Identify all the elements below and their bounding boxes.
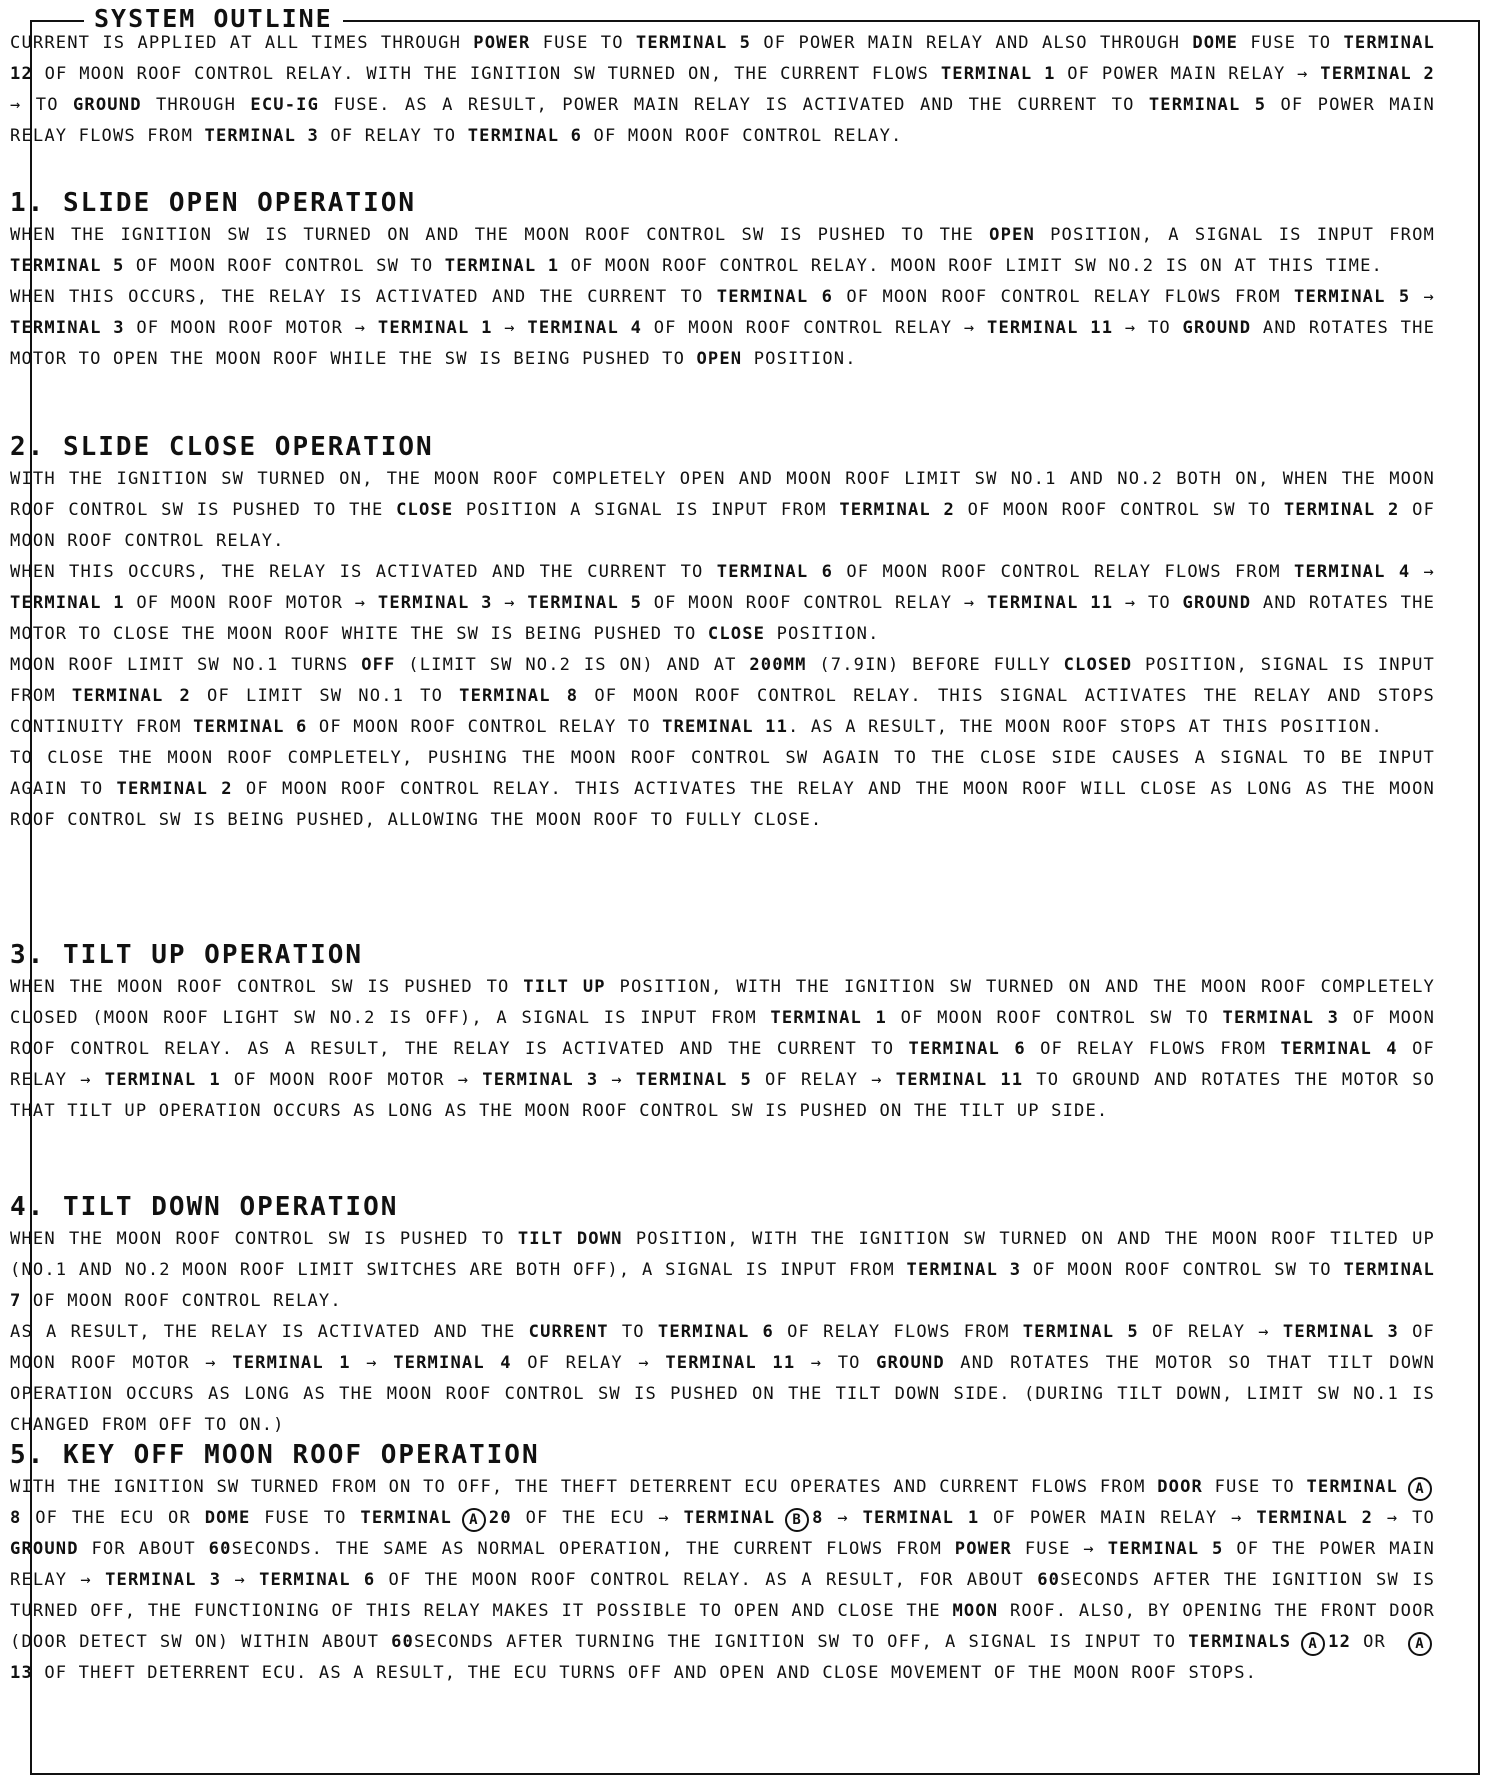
section-paragraph — [10, 464, 1435, 557]
text-run: POSITION, SIGNAL IS INPUT FROM — [10, 655, 1435, 706]
bold-term: TERMINAL 1 — [862, 1508, 980, 1528]
text-run: WITH THE IGNITION SW TURNED ON, THE MOON ROOF COMPLETELY OPEN AND MOON ROOF LIMIT SW NO.1 AND NO.2 BOTH ON, WHEN THE MOON ROOF CONTROL SW IS PUSHED TO THE — [10, 469, 1435, 520]
section-paragraph — [10, 282, 1435, 375]
bold-term: TERMINAL 5 — [1148, 95, 1267, 115]
section-paragraph — [10, 1317, 1435, 1441]
bold-term: TERMINAL 4 — [1294, 562, 1411, 582]
bold-term: DOME — [1192, 33, 1239, 53]
bold-term: TERMINAL 3 — [377, 593, 493, 613]
text-run: WHEN THE IGNITION SW IS TURNED ON AND THE MOON ROOF CONTROL SW IS PUSHED TO THE — [10, 225, 990, 245]
text-run: FOR ABOUT — [78, 1539, 209, 1559]
bold-term: GROUND — [72, 95, 142, 115]
text-run: AND ROTATES THE MOTOR TO OPEN THE MOON ROOF WHILE THE SW IS BEING PUSHED TO — [10, 318, 1436, 369]
bold-term: TERMINAL 12 — [10, 33, 1435, 84]
text-run: OF MOON ROOF CONTROL RELAY. AS A RESULT, THE RELAY IS ACTIVATED AND THE CURRENT TO — [10, 1008, 1436, 1059]
bold-term: OPEN — [696, 349, 743, 369]
text-run: POSITION, A SIGNAL IS INPUT FROM — [1034, 225, 1435, 245]
bold-term: TERMINAL 4 — [527, 318, 643, 338]
text-run: OF MOON ROOF CONTROL RELAY. THIS ACTIVATES THE RELAY AND THE MOON ROOF WILL CLOSE AS LONG AS THE MOON ROOF CONTROL SW IS BEING PUSHED, ALLOWING THE MOON ROOF TO FULLY CLOSE. — [10, 779, 1436, 830]
system-outline-title: SYSTEM OUTLINE — [84, 4, 343, 33]
section-heading: 1. SLIDE OPEN OPERATION — [10, 188, 417, 218]
text-run: OF RELAY TO — [318, 126, 468, 146]
section-paragraph — [10, 1224, 1435, 1317]
bold-term: TERMINAL — [683, 1508, 776, 1528]
bold-term: TILT DOWN — [517, 1229, 623, 1249]
bold-term: TERMINAL 11 — [665, 1353, 796, 1373]
text-run: POSITION, WITH THE IGNITION SW TURNED ON AND THE MOON ROOF TILTED UP (NO.1 AND NO.2 MOON ROOF LIMIT SWITCHES ARE BOTH OFF), A SIGNAL IS INPUT FROM — [10, 1229, 1435, 1280]
bold-term: TERMINAL 5 — [635, 33, 752, 53]
bold-term: DOOR — [1157, 1477, 1203, 1497]
bold-term: TERMINAL 2 — [1256, 1508, 1374, 1528]
text-run: FUSE TO — [530, 33, 636, 53]
text-run: → — [492, 593, 528, 613]
text-run: → — [221, 1570, 260, 1590]
text-run: WHEN THIS OCCURS, THE RELAY IS ACTIVATED AND THE CURRENT TO — [10, 562, 717, 582]
text-run: OF MOON ROOF CONTROL RELAY → — [642, 318, 988, 338]
bold-term: TERMINAL 11 — [987, 593, 1114, 613]
text-run: OF MOON ROOF CONTROL RELAY. — [21, 1291, 342, 1311]
text-run: POSITION. — [765, 624, 880, 644]
bold-term: OPEN — [989, 225, 1035, 245]
text-run: OF MOON ROOF CONTROL RELAY. WITH THE IGNITION SW TURNED ON, THE CURRENT FLOWS — [32, 64, 941, 84]
text-run: OF MOON ROOF MOTOR → — [124, 593, 378, 613]
text-run: → TO — [10, 95, 73, 115]
bold-term: TERMINAL 2 — [71, 686, 191, 706]
section-slide-close — [10, 432, 1435, 836]
section-paragraph — [10, 220, 1435, 282]
bold-term: TERMINAL — [1306, 1477, 1398, 1497]
bold-term: TERMINAL 6 — [908, 1039, 1026, 1059]
bold-term: OFF — [361, 655, 396, 675]
text-run: OF MOON ROOF CONTROL RELAY. — [10, 500, 1436, 551]
bold-term: GROUND — [876, 1353, 945, 1373]
text-run: OR — [1351, 1632, 1399, 1652]
bold-term: CURRENT — [528, 1322, 609, 1342]
bold-term: GROUND — [10, 1539, 79, 1559]
text-run: OF MOON ROOF MOTOR → — [220, 1070, 483, 1090]
bold-term: 200MM — [749, 655, 807, 675]
bold-term: POWER — [954, 1539, 1012, 1559]
bold-term: TERMINAL 2 — [1283, 500, 1400, 520]
bold-term: TERMINAL 11 — [895, 1070, 1024, 1090]
bold-term: TERMINAL 3 — [105, 1570, 222, 1590]
bold-term: ECU-IG — [250, 95, 320, 115]
text-run: OF POWER MAIN RELAY AND ALSO THROUGH — [751, 33, 1193, 53]
section-paragraph — [10, 557, 1435, 650]
text-run: WITH THE IGNITION SW TURNED FROM ON TO OFF, THE THEFT DETERRENT ECU OPERATES AND CURRENT FLOWS FROM — [10, 1477, 1158, 1497]
text-run: → — [1410, 562, 1435, 582]
bold-term: TERMINAL 3 — [1222, 1008, 1340, 1028]
bold-term: TERMINAL 3 — [10, 318, 125, 338]
bold-term: 12 — [1328, 1632, 1352, 1652]
bold-term: MOON — [952, 1601, 999, 1621]
text-run: SECONDS AFTER THE IGNITION SW IS TURNED OFF, THE FUNCTIONING OF THIS RELAY MAKES IT POSSIBLE TO OPEN AND CLOSE THE — [10, 1570, 1436, 1621]
bold-term: TERMINAL 5 — [10, 256, 125, 276]
text-run: OF RELAY → — [511, 1353, 666, 1373]
bold-term: 60 — [391, 1632, 414, 1652]
text-run: OF MOON ROOF CONTROL RELAY. MOON ROOF LIMIT SW NO.2 IS ON AT THIS TIME. — [559, 256, 1383, 276]
bold-term: TERMINAL 1 — [770, 1008, 888, 1028]
section-paragraph — [10, 650, 1435, 743]
text-run: → TO — [1113, 593, 1183, 613]
bold-term: TERMINAL 1 — [232, 1353, 351, 1373]
bold-term: TERMINAL 3 — [482, 1070, 599, 1090]
bold-term: TERMINAL — [360, 1508, 452, 1528]
text-run: OF MOON ROOF CONTROL RELAY. — [582, 126, 903, 146]
text-run: OF MOON ROOF CONTROL RELAY FLOWS FROM — [833, 287, 1294, 307]
text-run: OF MOON ROOF CONTROL SW TO — [124, 256, 445, 276]
lead-paragraph — [10, 28, 1435, 152]
text-run: OF MOON ROOF CONTROL RELAY → — [642, 593, 988, 613]
section-slide-open — [10, 188, 1435, 375]
text-run: OF MOON ROOF CONTROL RELAY TO — [307, 717, 663, 737]
connector-circle-label: A — [1408, 1632, 1432, 1656]
bold-term: TERMINAL 3 — [204, 126, 319, 146]
bold-term: TERMINAL 3 — [1282, 1322, 1399, 1342]
text-run: → TO — [1373, 1508, 1435, 1528]
bold-term: 20 — [488, 1508, 512, 1528]
bold-term: CLOSED — [1063, 655, 1133, 675]
connector-circle-label: A — [1301, 1632, 1325, 1656]
bold-term: TERMINALS — [1188, 1632, 1292, 1652]
connector-circle-label: A — [462, 1508, 486, 1532]
text-run: OF THE ECU OR — [21, 1508, 205, 1528]
bold-term: TERMINAL 6 — [259, 1570, 376, 1590]
bold-term: TERMINAL 5 — [1294, 287, 1411, 307]
text-run: SECONDS. THE SAME AS NORMAL OPERATION, THE CURRENT FLOWS FROM — [231, 1539, 955, 1559]
section-key-off — [10, 1440, 1435, 1689]
text-run: WHEN THIS OCCURS, THE RELAY IS ACTIVATED AND THE CURRENT TO — [10, 287, 717, 307]
bold-term: DOME — [204, 1508, 251, 1528]
text-run: WHEN THE MOON ROOF CONTROL SW IS PUSHED TO — [10, 977, 524, 997]
bold-term: GROUND — [1182, 593, 1252, 613]
bold-term: TERMINAL 6 — [716, 287, 834, 307]
section-heading: 5. KEY OFF MOON ROOF OPERATION — [10, 1440, 540, 1470]
connector-circle-label: B — [785, 1508, 809, 1532]
bold-term: CLOSE — [396, 500, 454, 520]
bold-term: TERMINAL 6 — [657, 1322, 774, 1342]
text-run: OF MOON ROOF CONTROL RELAY FLOWS FROM — [833, 562, 1294, 582]
text-run: OF MOON ROOF CONTROL RELAY. THIS SIGNAL ACTIVATES THE RELAY AND STOPS CONTINUITY FROM — [10, 686, 1435, 737]
bold-term: TERMINAL 7 — [10, 1260, 1435, 1311]
bold-term: TERMINAL 2 — [839, 500, 955, 520]
bold-term: GROUND — [1182, 318, 1252, 338]
text-run: → — [492, 318, 528, 338]
bold-term: TERMINAL 1 — [10, 593, 125, 613]
text-run: OF POWER MAIN RELAY → — [979, 1508, 1257, 1528]
text-run: FUSE. AS A RESULT, POWER MAIN RELAY IS ACTIVATED AND THE CURRENT TO — [319, 95, 1149, 115]
text-run: OF THE MOON ROOF CONTROL RELAY. AS A RESULT, FOR ABOUT — [375, 1570, 1038, 1590]
system-outline-text — [10, 28, 1435, 152]
text-run: ROOF. ALSO, BY OPENING THE FRONT DOOR (DOOR DETECT SW ON) WITHIN ABOUT — [10, 1601, 1435, 1652]
section-paragraph — [10, 972, 1435, 1127]
bold-term: 8 — [812, 1508, 824, 1528]
text-run: → — [598, 1070, 636, 1090]
bold-term: TERMINAL 6 — [193, 717, 308, 737]
section-paragraph — [10, 1472, 1435, 1689]
section-tilt-down — [10, 1192, 1435, 1441]
bold-term: TERMINAL 5 — [1022, 1322, 1139, 1342]
bold-term: POWER — [473, 33, 531, 53]
bold-term: CLOSE — [707, 624, 766, 644]
bold-term: TERMINAL 1 — [444, 256, 560, 276]
text-run: THROUGH — [141, 95, 251, 115]
text-run: → TO — [1113, 318, 1183, 338]
text-run: WHEN THE MOON ROOF CONTROL SW IS PUSHED TO — [10, 1229, 518, 1249]
bold-term: TERMINAL 1 — [104, 1070, 221, 1090]
section-tilt-up — [10, 940, 1435, 1127]
text-run: OF POWER MAIN RELAY → — [1055, 64, 1321, 84]
text-run: (LIMIT SW NO.2 IS ON) AND AT — [395, 655, 750, 675]
bold-term: TERMINAL 4 — [393, 1353, 512, 1373]
text-run: OF POWER MAIN RELAY FLOWS FROM — [10, 95, 1435, 146]
text-run: OF THEFT DETERRENT ECU. AS A RESULT, THE ECU TURNS OFF AND OPEN AND CLOSE MOVEMENT OF THE MOON ROOF STOPS. — [32, 1663, 1258, 1683]
text-run: FUSE TO — [1202, 1477, 1307, 1497]
bold-term: 8 — [10, 1508, 22, 1528]
text-run: MOON ROOF LIMIT SW NO.1 TURNS — [10, 655, 362, 675]
bold-term: 60 — [208, 1539, 232, 1559]
text-run: → — [1410, 287, 1435, 307]
bold-term: TERMINAL 11 — [987, 318, 1114, 338]
bold-term: TREMINAL 11 — [662, 717, 789, 737]
bold-term: TERMINAL 5 — [527, 593, 643, 613]
bold-term: TILT UP — [523, 977, 606, 997]
section-heading: 3. TILT UP OPERATION — [10, 940, 364, 970]
text-run: SECONDS AFTER TURNING THE IGNITION SW TO OFF, A SIGNAL IS INPUT TO — [413, 1632, 1189, 1652]
text-run: → — [823, 1508, 863, 1528]
text-run: TO CLOSE THE MOON ROOF COMPLETELY, PUSHING THE MOON ROOF CONTROL SW AGAIN TO THE CLOSE SIDE CAUSES A SIGNAL TO BE INPUT AGAIN TO — [10, 748, 1435, 799]
bold-term: 13 — [10, 1663, 33, 1683]
text-run: POSITION, WITH THE IGNITION SW TURNED ON AND THE MOON ROOF COMPLETELY CLOSED (MOON ROOF LIGHT SW NO.2 IS OFF), A SIGNAL IS INPUT FROM — [10, 977, 1435, 1028]
text-run: FUSE TO — [1238, 33, 1344, 53]
text-run: OF RELAY FLOWS FROM — [773, 1322, 1023, 1342]
connector-circle-label: A — [1408, 1477, 1432, 1501]
bold-term: TERMINAL 2 — [116, 779, 233, 799]
text-run: OF RELAY → — [751, 1070, 896, 1090]
text-run: POSITION A SIGNAL IS INPUT FROM — [453, 500, 840, 520]
section-paragraph — [10, 743, 1435, 836]
bold-term: TERMINAL 3 — [906, 1260, 1022, 1280]
text-run: CURRENT IS APPLIED AT ALL TIMES THROUGH — [10, 33, 474, 53]
text-run: OF MOON ROOF CONTROL SW TO — [1021, 1260, 1344, 1280]
text-run: OF MOON ROOF MOTOR → — [124, 318, 378, 338]
section-heading: 2. SLIDE CLOSE OPERATION — [10, 432, 434, 462]
text-run: OF MOON ROOF CONTROL SW TO — [887, 1008, 1223, 1028]
bold-term: TERMINAL 6 — [467, 126, 583, 146]
text-run: OF RELAY → — [1138, 1322, 1283, 1342]
text-run: AS A RESULT, THE RELAY IS ACTIVATED AND THE — [10, 1322, 529, 1342]
text-run: → TO — [795, 1353, 877, 1373]
bold-term: TERMINAL 1 — [940, 64, 1056, 84]
section-heading: 4. TILT DOWN OPERATION — [10, 1192, 399, 1222]
text-run: POSITION. — [742, 349, 857, 369]
text-run: AND ROTATES THE MOTOR SO THAT TILT DOWN OPERATION OCCURS AS LONG AS THE MOON ROOF CONTROL SW IS PUSHED ON THE TILT DOWN SIDE. (DURING TILT DOWN, LIMIT SW NO.1 IS CHANGED FROM OFF TO ON.) — [10, 1353, 1436, 1435]
bold-term: TERMINAL 4 — [1280, 1039, 1398, 1059]
text-run: OF MOON ROOF CONTROL SW TO — [954, 500, 1284, 520]
text-run: AND ROTATES THE MOTOR TO CLOSE THE MOON ROOF WHITE THE SW IS BEING PUSHED TO — [10, 593, 1436, 644]
text-run: . AS A RESULT, THE MOON ROOF STOPS AT THIS POSITION. — [788, 717, 1383, 737]
text-run: OF MOON ROOF MOTOR → — [10, 1322, 1435, 1373]
bold-term: TERMINAL 6 — [716, 562, 834, 582]
bold-term: TERMINAL 5 — [635, 1070, 752, 1090]
bold-term: 60 — [1037, 1570, 1061, 1590]
text-run: FUSE TO — [250, 1508, 361, 1528]
text-run: OF THE ECU → — [511, 1508, 684, 1528]
text-run: TO GROUND AND ROTATES THE MOTOR SO THAT TILT UP OPERATION OCCURS AS LONG AS THE MOON ROOF CONTROL SW IS PUSHED ON THE TILT UP SIDE. — [10, 1070, 1436, 1121]
text-run: TO — [608, 1322, 658, 1342]
bold-term: TERMINAL 1 — [377, 318, 493, 338]
text-run: FUSE → — [1012, 1539, 1108, 1559]
text-run: OF RELAY FLOWS FROM — [1025, 1039, 1281, 1059]
text-run: OF THE POWER MAIN RELAY → — [10, 1539, 1435, 1590]
text-run: (7.9IN) BEFORE FULLY — [806, 655, 1064, 675]
text-run: OF LIMIT SW NO.1 TO — [190, 686, 460, 706]
text-run: OF RELAY → — [10, 1039, 1435, 1090]
bold-term: TERMINAL 5 — [1107, 1539, 1224, 1559]
bold-term: TERMINAL 8 — [459, 686, 579, 706]
text-run: → — [350, 1353, 394, 1373]
bold-term: TERMINAL 2 — [1320, 64, 1435, 84]
